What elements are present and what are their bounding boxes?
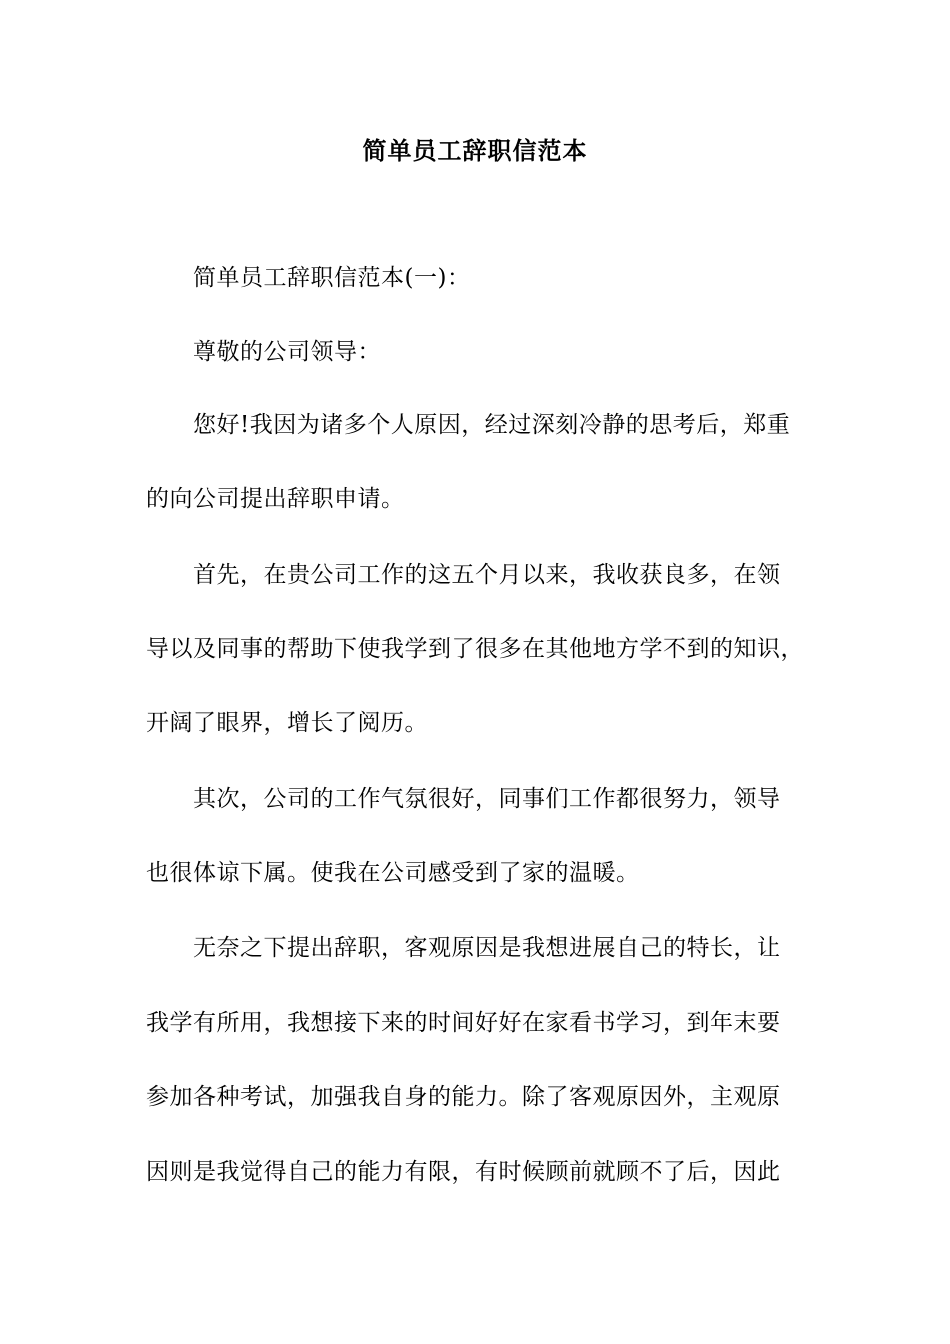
paragraph-line: 其次，公司的工作气氛很好，同事们工作都很努力，领导 bbox=[193, 786, 781, 812]
paragraph-line: 尊敬的公司领导： bbox=[193, 339, 381, 365]
paragraph-line: 首先，在贵公司工作的这五个月以来，我收获良多，在领 bbox=[193, 562, 781, 588]
paragraph-line: 参加各种考试，加强我自身的能力。除了客观原因外，主观原 bbox=[146, 1084, 781, 1110]
paragraph-line: 无奈之下提出辞职，客观原因是我想进展自己的特长，让 bbox=[193, 935, 781, 961]
paragraph-line: 的向公司提出辞职申请。 bbox=[146, 486, 405, 512]
paragraph-line: 我学有所用，我想接下来的时间好好在家看书学习，到年末要 bbox=[146, 1010, 781, 1036]
paragraph-line: 导以及同事的帮助下使我学到了很多在其他地方学不到的知识， bbox=[146, 636, 804, 662]
paragraph-line: 因则是我觉得自己的能力有限，有时候顾前就顾不了后，因此 bbox=[146, 1159, 781, 1185]
paragraph-line: 简单员工辞职信范本(一)： bbox=[193, 265, 471, 291]
paragraph-line: 开阔了眼界，增长了阅历。 bbox=[146, 710, 428, 736]
document-title: 简单员工辞职信范本 bbox=[362, 136, 588, 165]
paragraph-line: 也很体谅下属。使我在公司感受到了家的温暖。 bbox=[146, 860, 640, 886]
paragraph-line: 您好!我因为诸多个人原因，经过深刻冷静的思考后，郑重 bbox=[193, 412, 791, 438]
